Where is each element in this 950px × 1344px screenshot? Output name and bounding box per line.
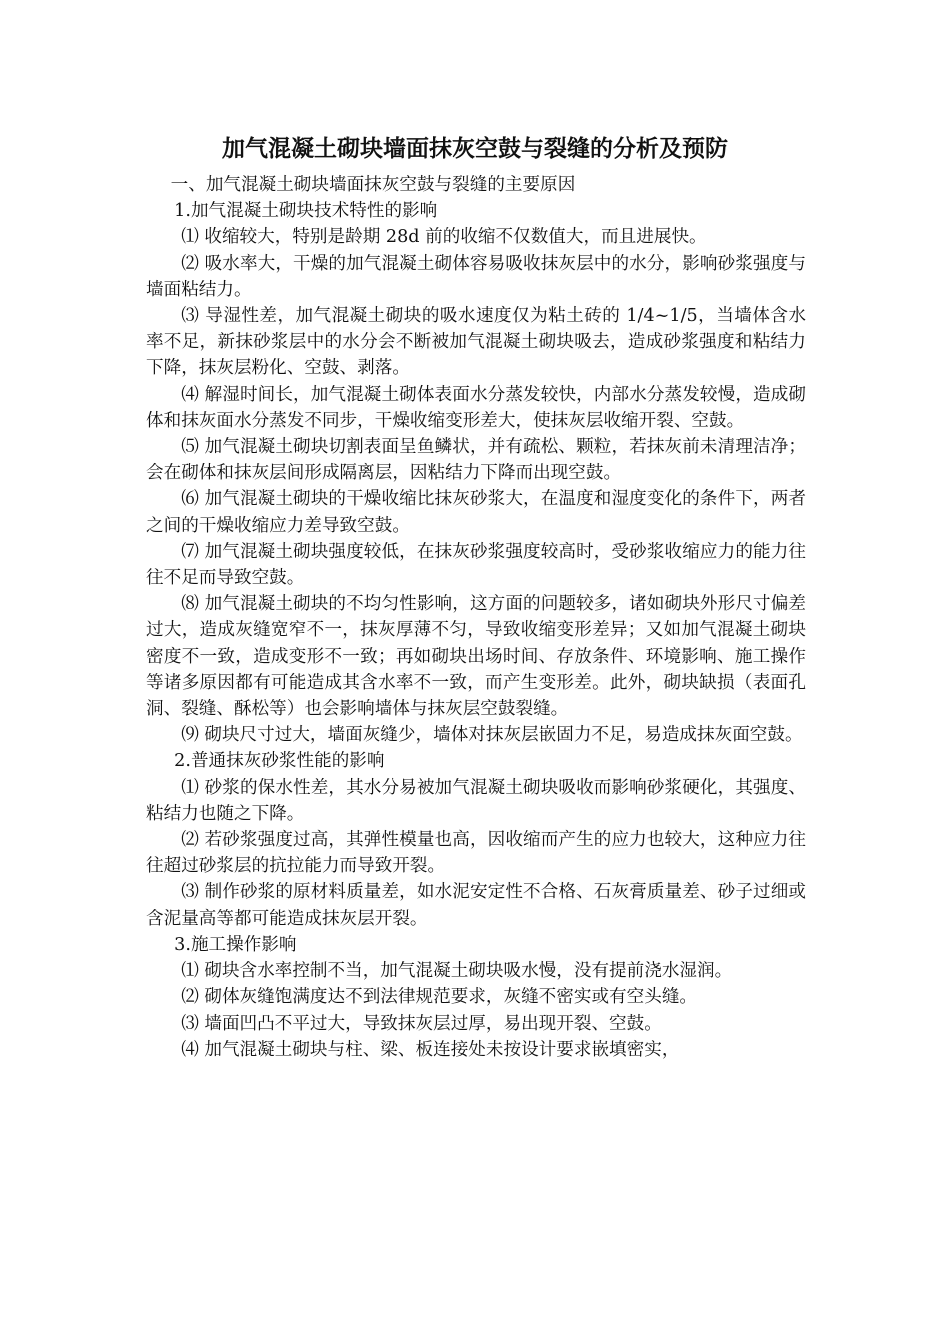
document-title: 加气混凝土砌块墙面抹灰空鼓与裂缝的分析及预防 bbox=[222, 135, 728, 162]
body-paragraph: ⑶ 墙面凹凸不平过大，导致抹灰层过厚，易出现开裂、空鼓。 bbox=[181, 1013, 662, 1034]
body-paragraph: ⑵ 砌体灰缝饱满度达不到法律规范要求，灰缝不密实或有空头缝。 bbox=[181, 987, 698, 1008]
body-paragraph: ⑼ 砌块尺寸过大，墙面灰缝少，墙体对抹灰层嵌固力不足，易造成抹灰面空鼓。 bbox=[181, 725, 803, 746]
subsection-heading: 2.普通抹灰砂浆性能的影响 bbox=[174, 751, 385, 772]
body-paragraph: ⑻ 加气混凝土砌块的不均匀性影响，这方面的问题较多，诸如砌块外形尺寸偏差过大，造成灰缝宽窄不一，抹灰厚薄不匀，导致收缩变形差异；又如加气混凝土砌块密度不一致，造成变形不一致；再如砌块出场时间、存放条件、环境影响、施工操作等诸多原因都有可能造成其含水率不一致，而产生变形差。此外，砌块缺损（表面孔洞、裂缝、酥松等）也会影响墙体与抹灰层空鼓裂缝。 bbox=[146, 594, 806, 720]
document-body bbox=[146, 172, 806, 1063]
body-paragraph: ⑶ 导湿性差，加气混凝土砌块的吸水速度仅为粘土砖的 1/4~1/5，当墙体含水率不足，新抹砂浆层中的水分会不断被加气混凝土砌块吸去，造成砂浆强度和粘结力下降，抹灰层粉化、空鼓、剥落。 bbox=[146, 306, 806, 379]
body-paragraph: ⑴ 砌块含水率控制不当，加气混凝土砌块吸水慢，没有提前浇水湿润。 bbox=[181, 961, 733, 982]
body-paragraph: ⑴ 砂浆的保水性差，其水分易被加气混凝土砌块吸收而影响砂浆硬化，其强度、粘结力也随之下降。 bbox=[146, 777, 806, 824]
subsection-heading: 1.加气混凝土砌块技术特性的影响 bbox=[174, 201, 438, 222]
body-paragraph: ⑵ 若砂浆强度过高，其弹性模量也高，因收缩而产生的应力也较大，这种应力往往超过砂浆层的抗拉能力而导致开裂。 bbox=[146, 830, 806, 877]
body-paragraph: ⑵ 吸水率大，干燥的加气混凝土砌体容易吸收抹灰层中的水分，影响砂浆强度与墙面粘结力。 bbox=[146, 253, 806, 300]
section-heading: 一、加气混凝土砌块墙面抹灰空鼓与裂缝的主要原因 bbox=[170, 175, 576, 195]
body-paragraph: ⑸ 加气混凝土砌块切割表面呈鱼鳞状，并有疏松、颗粒，若抹灰前未清理洁净；会在砌体和抹灰层间形成隔离层，因粘结力下降而出现空鼓。 bbox=[146, 437, 806, 484]
body-paragraph: ⑴ 收缩较大，特别是龄期 28d 前的收缩不仅数值大，而且进展快。 bbox=[181, 227, 707, 248]
body-paragraph: ⑶ 制作砂浆的原材料质量差，如水泥安定性不合格、石灰膏质量差、砂子过细或含泥量高等都可能造成抹灰层开裂。 bbox=[146, 882, 806, 929]
body-paragraph: ⑷ 解湿时间长，加气混凝土砌体表面水分蒸发较快，内部水分蒸发较慢，造成砌体和抹灰面水分蒸发不同步，干燥收缩变形差大，使抹灰层收缩开裂、空鼓。 bbox=[146, 384, 806, 431]
body-paragraph: ⑹ 加气混凝土砌块的干燥收缩比抹灰砂浆大，在温度和湿度变化的条件下，两者之间的干燥收缩应力差导致空鼓。 bbox=[146, 489, 806, 536]
body-paragraph: ⑺ 加气混凝土砌块强度较低，在抹灰砂浆强度较高时，受砂浆收缩应力的能力往往不足而导致空鼓。 bbox=[146, 541, 806, 589]
subsection-heading: 3.施工操作影响 bbox=[174, 934, 297, 955]
body-paragraph: ⑷ 加气混凝土砌块与柱、梁、板连接处未按设计要求嵌填密实， bbox=[181, 1039, 680, 1060]
